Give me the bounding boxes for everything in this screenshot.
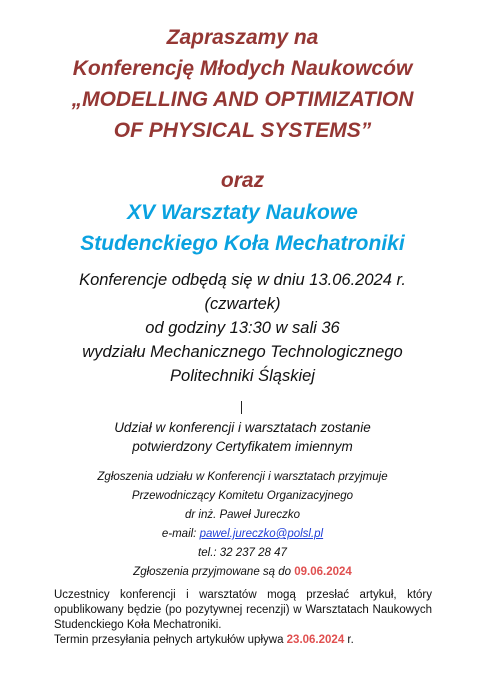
deadline-date: 09.06.2024 bbox=[294, 566, 352, 578]
certificate-info bbox=[0, 418, 485, 456]
heading-line-2: Konferencję Młodych Naukowców bbox=[72, 57, 413, 80]
registration-info bbox=[0, 468, 485, 582]
event-details bbox=[0, 268, 485, 388]
deadline-label: Zgłoszenia przyjmowane są do bbox=[133, 566, 295, 578]
details-line-5: Politechniki Śląskiej bbox=[170, 367, 315, 385]
conference-heading bbox=[0, 22, 485, 146]
registration-deadline bbox=[0, 563, 485, 582]
certificate-line-2: potwierdzony Certyfikatem imiennym bbox=[132, 439, 353, 454]
articles-deadline bbox=[54, 633, 432, 648]
email-line bbox=[0, 525, 485, 544]
articles-deadline-suffix: r. bbox=[344, 634, 354, 646]
registration-line-2: Przewodniczący Komitetu Organizacyjnego bbox=[131, 490, 354, 502]
registration-line-1: Zgłoszenia udziału w Konferencji i warsztatach przyjmuje bbox=[97, 471, 388, 483]
text-cursor bbox=[241, 401, 242, 414]
email-link[interactable]: pawel.jureczko@polsl.pl bbox=[199, 528, 324, 540]
oraz-label: oraz bbox=[220, 169, 265, 192]
workshop-line-2: Studenckiego Koła Mechatroniki bbox=[80, 232, 405, 255]
articles-paragraph: Uczestnicy konferencji i warsztatów mogą przesłać artykuł, który opublikowany będzie (po pozytywnej recenzji) w Warsztatach Naukowych Studenckiego Koła Mechatroniki. bbox=[54, 589, 432, 631]
heading-line-4: OF PHYSICAL SYSTEMS” bbox=[113, 119, 372, 142]
phone-line: tel.: 32 237 28 47 bbox=[198, 547, 287, 559]
articles-deadline-label: Termin przesyłania pełnych artykułów upływa bbox=[54, 634, 287, 646]
articles-info bbox=[54, 588, 432, 648]
details-line-3: od godziny 13:30 w sali 36 bbox=[145, 319, 340, 337]
heading-line-3: „MODELLING AND OPTIMIZATION bbox=[71, 88, 414, 111]
details-line-4: wydziału Mechanicznego Technologicznego bbox=[82, 343, 403, 361]
registration-line-3: dr inż. Paweł Jureczko bbox=[184, 509, 301, 521]
workshop-heading bbox=[0, 197, 485, 259]
certificate-line-1: Udział w konferencji i warsztatach zostanie bbox=[114, 420, 371, 435]
details-line-2: (czwartek) bbox=[204, 295, 281, 313]
email-label: e-mail: bbox=[161, 528, 200, 540]
articles-deadline-date: 23.06.2024 bbox=[286, 634, 345, 646]
details-line-1: Konferencje odbędą się w dniu 13.06.2024 r. bbox=[79, 271, 406, 289]
heading-line-1: Zapraszamy na bbox=[166, 26, 319, 49]
workshop-line-1: XV Warsztaty Naukowe bbox=[127, 201, 358, 224]
